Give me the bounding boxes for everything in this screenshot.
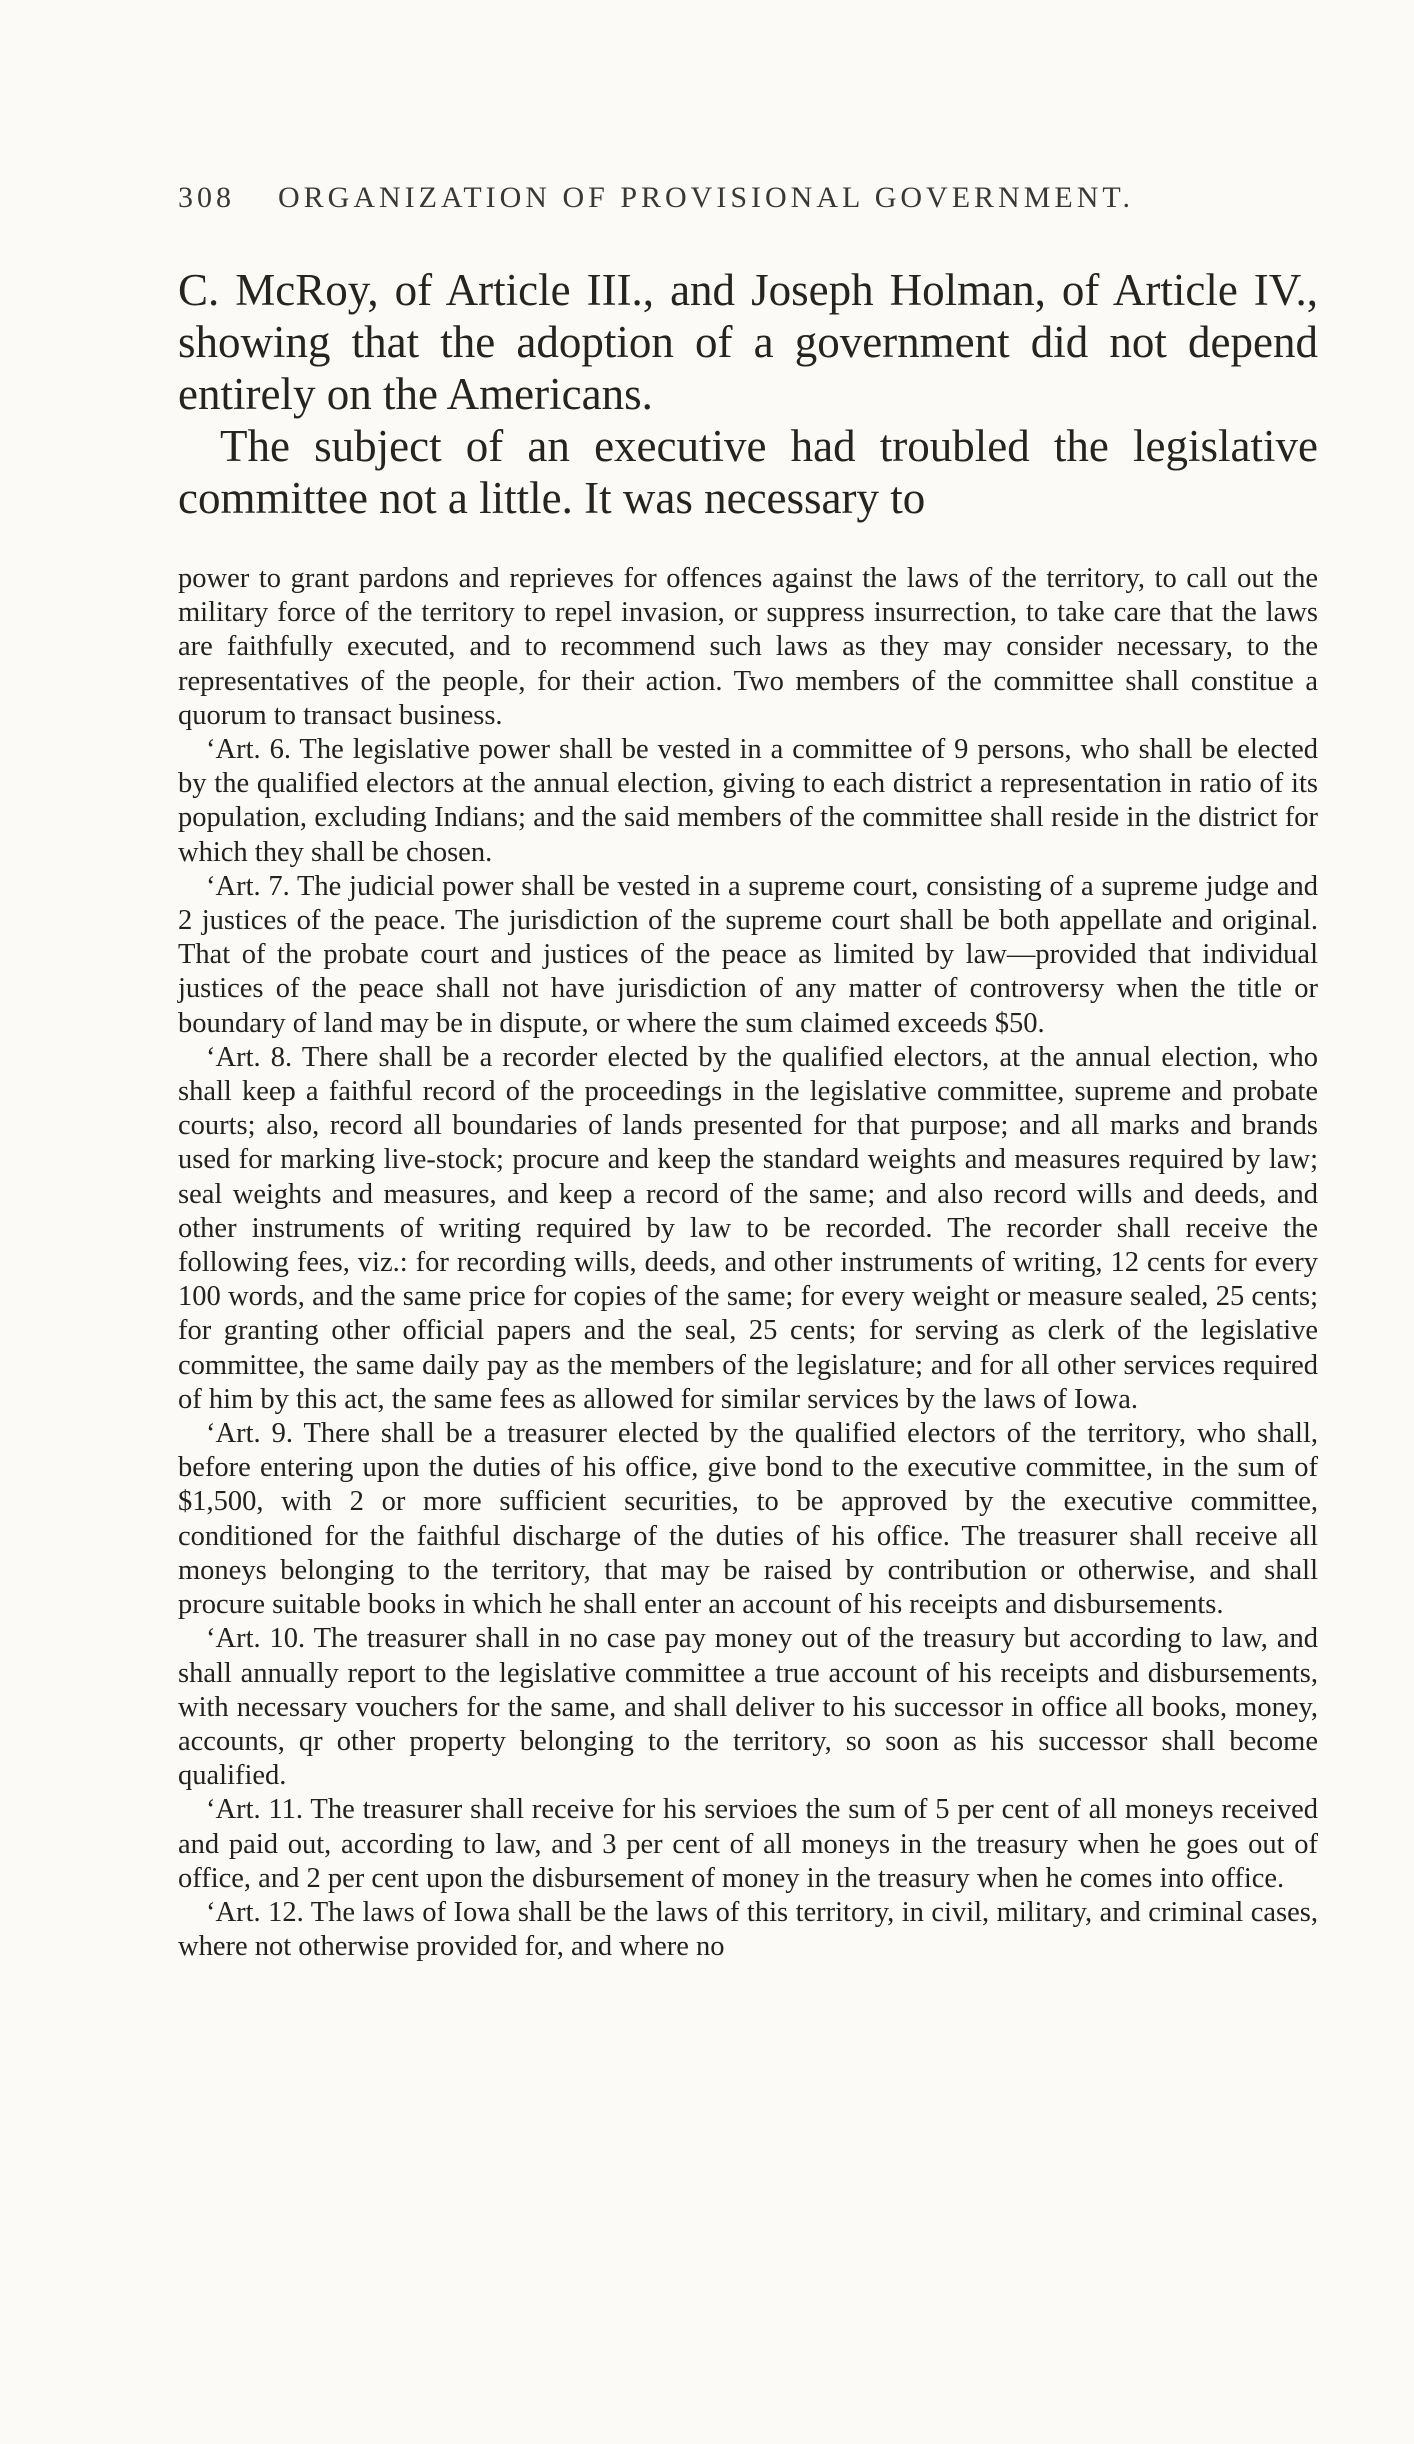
large-paragraph: The subject of an executive had troubled the legislative committee not a little. It was necessary to (178, 421, 1318, 523)
footnote-paragraph: power to grant pardons and reprieves for offences against the laws of the territory, to call out the military force of the territory to repel invasion, or suppress insurrection, to take care that the laws are faithfully executed, and to recommend such laws as they may consider necessary, to the representatives of the people, for their action. Two members of the committee shall constitue a quorum to transact business. (178, 563, 1318, 731)
page-number: 308 (178, 181, 235, 214)
running-title: ORGANIZATION OF PROVISIONAL GOVERNMENT. (278, 181, 1134, 214)
article-11: ‘Art. 11. The treasurer shall receive for his servioes the sum of 5 per cent of all moneys received and paid out, according to law, and 3 per cent of all moneys in the treasury when he goes out of office, and 2 per cent upon the disbursement of money in the treasury when he comes into office. (178, 1794, 1318, 1894)
book-page (178, 178, 1318, 1964)
article-6: ‘Art. 6. The legislative power shall be vested in a committee of 9 persons, who shall be elected by the qualified electors at the annual election, giving to each district a representation in ratio of its population, excluding Indians; and the said members of the committee shall reside in the district for which they shall be chosen. (178, 734, 1318, 868)
large-paragraph: C. McRoy, of Article III., and Joseph Holman, of Article IV., showing that the adoption of a government did not depend entirely on the Americans. (178, 265, 1318, 419)
large-print-section (178, 264, 1318, 524)
article-9: ‘Art. 9. There shall be a treasurer elected by the qualified electors of the territory, who shall, before entering upon the duties of his office, give bond to the executive committee, in the sum of $1,500, with 2 or more sufficient securities, to be approved by the executive committee, conditioned for the faithful discharge of the duties of his office. The treasurer shall receive all moneys belonging to the territory, that may be raised by contribution or otherwise, and shall procure suitable books in which he shall enter an account of his receipts and disbursements. (178, 1418, 1318, 1621)
article-8: ‘Art. 8. There shall be a recorder elected by the qualified electors, at the annual election, who shall keep a faithful record of the proceedings in the legislative committee, supreme and probate courts; also, record all boundaries of lands presented for that purpose; and all marks and brands used for marking live-stock; procure and keep the standard weights and measures required by law; seal weights and measures, and keep a record of the same; and also record wills and deeds, and other instruments of writing required by law to be recorded. The recorder shall receive the following fees, viz.: for recording wills, deeds, and other instruments of writing, 12 cents for every 100 words, and the same price for copies of the same; for every weight or measure sealed, 25 cents; for granting other official papers and the seal, 25 cents; for serving as clerk of the legislative committee, the same daily pay as the members of the legislature; and for all other services required of him by this act, the same fees as allowed for similar services by the laws of Iowa. (178, 1041, 1318, 1415)
article-10: ‘Art. 10. The treasurer shall in no case pay money out of the treasury but according to law, and shall annually report to the legislative committee a true account of his receipts and disbursements, with necessary vouchers for the same, and shall deliver to his successor in office all books, money, accounts, qr other property belonging to the territory, so soon as his successor shall become qualified. (178, 1623, 1318, 1792)
article-7: ‘Art. 7. The judicial power shall be vested in a supreme court, consisting of a supreme judge and 2 justices of the peace. The jurisdiction of the supreme court shall be both appellate and original. That of the probate court and justices of the peace as limited by law—provided that individual justices of the peace shall not have jurisdiction of any matter of controversy when the title or boundary of land may be in dispute, or where the sum claimed exceeds $50. (178, 870, 1318, 1039)
article-12: ‘Art. 12. The laws of Iowa shall be the laws of this territory, in civil, military, and criminal cases, where not otherwise provided for, and where no (178, 1896, 1318, 1963)
footnote-section (178, 562, 1318, 1964)
running-header (178, 178, 1318, 228)
